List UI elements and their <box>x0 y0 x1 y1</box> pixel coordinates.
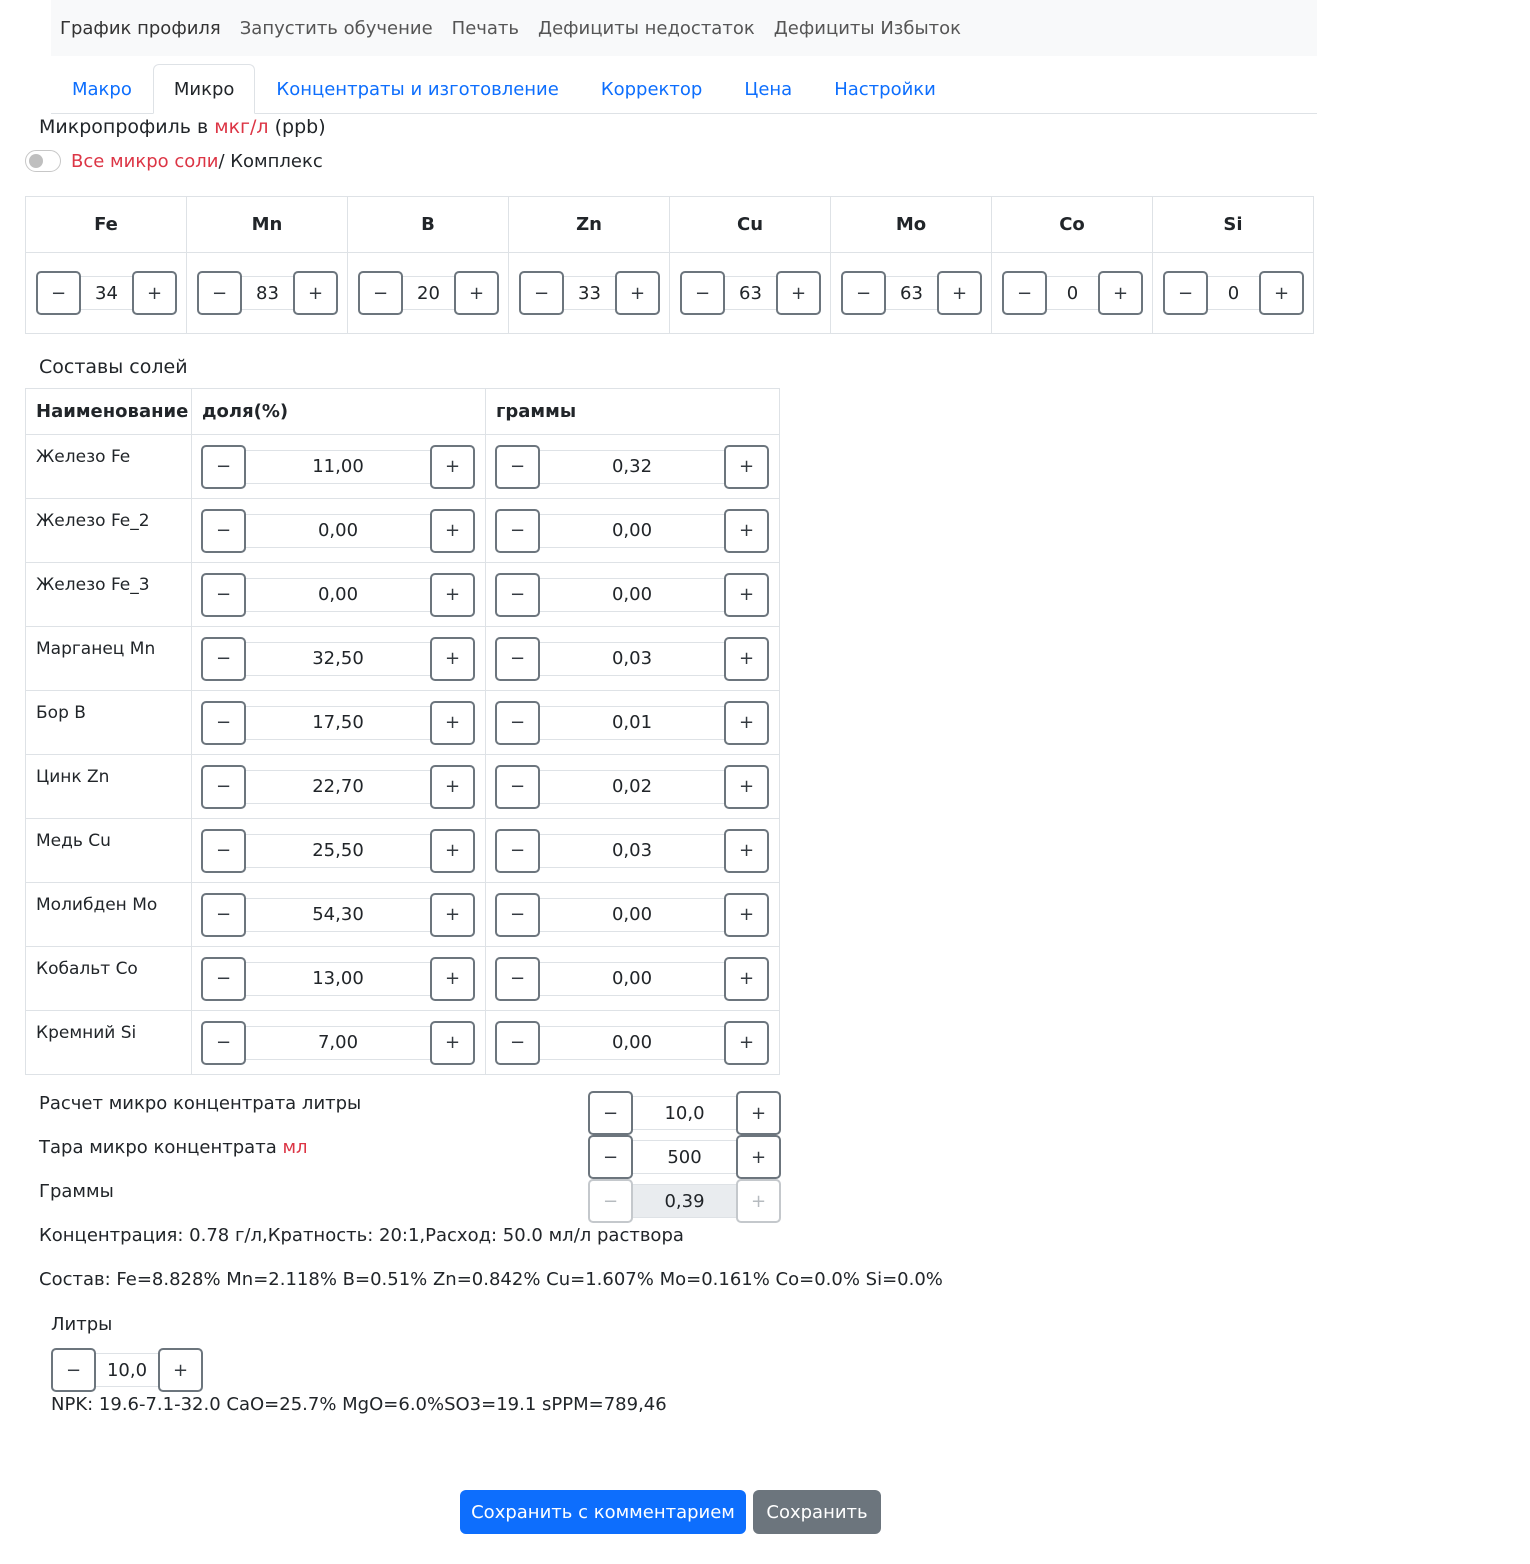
mn-stepper <box>197 271 347 315</box>
concentrate-liters-input[interactable]: 10,0 <box>633 1096 736 1130</box>
zn-input[interactable]: 33 <box>564 276 615 310</box>
tab-corrector[interactable]: Корректор <box>600 78 703 100</box>
grams-input[interactable]: 0,00 <box>540 898 724 932</box>
increment-button[interactable]: + <box>724 829 769 873</box>
table-row <box>26 755 780 819</box>
grams-stepper-disabled <box>588 1179 781 1223</box>
salt-name: Железо Fe_2 <box>26 499 192 563</box>
micro-elements-table <box>25 196 1314 334</box>
salt-name: Железо Fe_3 <box>26 563 192 627</box>
share-stepper <box>201 765 485 809</box>
grams-stepper <box>495 893 779 937</box>
co-input[interactable]: 0 <box>1047 276 1098 310</box>
decrement-button[interactable]: − <box>841 271 886 315</box>
decrement-button[interactable]: − <box>51 1348 96 1392</box>
decrement-button[interactable]: − <box>358 271 403 315</box>
save-button[interactable]: Сохранить <box>753 1490 881 1534</box>
grams-stepper <box>495 445 779 489</box>
decrement-button[interactable]: − <box>495 573 540 617</box>
grams-input[interactable]: 0,03 <box>540 642 724 676</box>
share-input[interactable]: 17,50 <box>246 706 430 740</box>
cu-stepper <box>680 271 830 315</box>
decrement-button[interactable]: − <box>201 445 246 489</box>
increment-button[interactable]: + <box>293 271 338 315</box>
liters-input[interactable]: 10,0 <box>96 1353 158 1387</box>
micro-profile-title <box>39 116 326 138</box>
increment-button[interactable]: + <box>454 271 499 315</box>
element-header: Fe <box>26 197 187 253</box>
share-input[interactable]: 0,00 <box>246 514 430 548</box>
container-unit: мл <box>282 1137 308 1158</box>
grams-stepper <box>495 957 779 1001</box>
share-input[interactable]: 54,30 <box>246 898 430 932</box>
increment-button[interactable]: + <box>430 957 475 1001</box>
nav-profile-chart[interactable]: График профиля <box>60 17 221 39</box>
share-stepper <box>201 957 485 1001</box>
tab-macro[interactable]: Макро <box>72 78 132 100</box>
decrement-button[interactable]: − <box>201 829 246 873</box>
table-row <box>26 1011 780 1075</box>
decrement-button[interactable]: − <box>495 957 540 1001</box>
tab-price[interactable]: Цена <box>744 78 793 100</box>
share-stepper <box>201 509 485 553</box>
grams-label: Граммы <box>39 1181 114 1202</box>
increment-button[interactable]: + <box>724 957 769 1001</box>
decrement-button[interactable]: − <box>1002 271 1047 315</box>
increment-button[interactable]: + <box>430 445 475 489</box>
increment-button[interactable]: + <box>736 1135 781 1179</box>
increment-button[interactable]: + <box>724 701 769 745</box>
decrement-button[interactable]: − <box>495 637 540 681</box>
grams-input[interactable]: 0,00 <box>540 962 724 996</box>
increment-button[interactable]: + <box>430 701 475 745</box>
si-stepper <box>1163 271 1313 315</box>
decrement-button[interactable]: − <box>495 509 540 553</box>
zn-stepper <box>519 271 669 315</box>
salt-name: Бор B <box>26 691 192 755</box>
decrement-button[interactable]: − <box>680 271 725 315</box>
increment-button[interactable]: + <box>724 893 769 937</box>
decrement-button[interactable]: − <box>495 765 540 809</box>
table-row <box>26 883 780 947</box>
salt-name: Марганец Mn <box>26 627 192 691</box>
increment-button[interactable]: + <box>724 445 769 489</box>
increment-button[interactable]: + <box>724 573 769 617</box>
mn-input[interactable]: 83 <box>242 276 293 310</box>
share-input[interactable]: 13,00 <box>246 962 430 996</box>
grams-stepper <box>495 765 779 809</box>
share-stepper <box>201 637 485 681</box>
concentrate-liters-label: Расчет микро концентрата литры <box>39 1093 362 1114</box>
grams-input[interactable]: 0,32 <box>540 450 724 484</box>
micro-title-suffix: (ppb) <box>268 116 326 138</box>
share-input[interactable]: 0,00 <box>246 578 430 612</box>
decrement-button[interactable]: − <box>201 637 246 681</box>
decrement-button[interactable]: − <box>201 893 246 937</box>
share-input[interactable]: 25,50 <box>246 834 430 868</box>
save-with-comment-button[interactable]: Сохранить с комментарием <box>460 1490 746 1534</box>
concentrate-liters-stepper <box>588 1091 781 1135</box>
increment-button[interactable]: + <box>132 271 177 315</box>
increment-button[interactable]: + <box>724 509 769 553</box>
increment-button[interactable]: + <box>1259 271 1304 315</box>
salt-name: Кобальт Co <box>26 947 192 1011</box>
increment-button[interactable]: + <box>430 765 475 809</box>
element-header: B <box>348 197 509 253</box>
share-stepper <box>201 893 485 937</box>
share-input[interactable]: 11,00 <box>246 450 430 484</box>
share-stepper <box>201 1021 485 1065</box>
grams-input[interactable]: 0,03 <box>540 834 724 868</box>
nav-deficit-shortage[interactable]: Дефициты недостаток <box>538 17 755 39</box>
decrement-button[interactable]: − <box>495 701 540 745</box>
element-header: Cu <box>670 197 831 253</box>
increment-button[interactable]: + <box>615 271 660 315</box>
increment-button[interactable]: + <box>724 1021 769 1065</box>
share-stepper <box>201 701 485 745</box>
share-input[interactable]: 22,70 <box>246 770 430 804</box>
decrement-button[interactable]: − <box>495 893 540 937</box>
element-header: Co <box>992 197 1153 253</box>
increment-button[interactable]: + <box>937 271 982 315</box>
increment-button[interactable]: + <box>430 1021 475 1065</box>
container-stepper <box>588 1135 781 1179</box>
complex-label: / Комплекс <box>218 150 323 172</box>
table-row <box>26 435 780 499</box>
element-header: Si <box>1153 197 1314 253</box>
increment-button[interactable]: + <box>724 637 769 681</box>
table-row <box>26 947 780 1011</box>
decrement-button[interactable]: − <box>1163 271 1208 315</box>
decrement-button[interactable]: − <box>201 509 246 553</box>
grams-input[interactable]: 0,02 <box>540 770 724 804</box>
grams-stepper <box>495 829 779 873</box>
mo-input[interactable]: 63 <box>886 276 937 310</box>
salts-mode-toggle[interactable] <box>25 150 61 172</box>
nav-start-training[interactable]: Запустить обучение <box>239 17 433 39</box>
b-input[interactable]: 20 <box>403 276 454 310</box>
salts-table <box>25 388 780 1075</box>
grams-stepper <box>495 509 779 553</box>
salt-name: Молибден Mo <box>26 883 192 947</box>
element-header: Mn <box>187 197 348 253</box>
increment-button[interactable]: + <box>736 1091 781 1135</box>
b-stepper <box>358 271 508 315</box>
nav-deficit-excess[interactable]: Дефициты Избыток <box>773 17 962 39</box>
decrement-button[interactable]: − <box>588 1135 633 1179</box>
fe-input[interactable]: 34 <box>81 276 132 310</box>
nav-print[interactable]: Печать <box>451 17 520 39</box>
share-stepper <box>201 829 485 873</box>
share-input[interactable]: 7,00 <box>246 1026 430 1060</box>
co-stepper <box>1002 271 1152 315</box>
increment-button[interactable]: + <box>430 573 475 617</box>
top-nav <box>51 0 1317 56</box>
grams-stepper <box>495 1021 779 1065</box>
micro-title-unit: мкг/л <box>214 116 269 138</box>
decrement-button[interactable]: − <box>201 957 246 1001</box>
salts-header-name: Наименование <box>26 389 192 435</box>
increment-button[interactable]: + <box>430 509 475 553</box>
share-input[interactable]: 32,50 <box>246 642 430 676</box>
salts-mode-switch-row <box>25 150 323 172</box>
container-input[interactable]: 500 <box>633 1140 736 1174</box>
element-header: Zn <box>509 197 670 253</box>
increment-button[interactable]: + <box>724 765 769 809</box>
container-label <box>39 1137 308 1158</box>
table-row <box>26 627 780 691</box>
increment-button[interactable]: + <box>430 829 475 873</box>
salts-header-share: доля(%) <box>192 389 486 435</box>
all-micro-salts-label: Все микро соли <box>71 150 219 172</box>
share-stepper <box>201 573 485 617</box>
container-label-text: Тара микро концентрата <box>39 1137 283 1158</box>
micro-title-prefix: Микропрофиль в <box>39 116 215 138</box>
salts-title: Составы солей <box>39 356 188 378</box>
salt-name: Цинк Zn <box>26 755 192 819</box>
table-row <box>26 563 780 627</box>
increment-button[interactable]: + <box>430 893 475 937</box>
grams-input[interactable]: 0,01 <box>540 706 724 740</box>
decrement-button[interactable]: − <box>36 271 81 315</box>
grams-input[interactable]: 0,00 <box>540 578 724 612</box>
grams-stepper <box>495 573 779 617</box>
decrement-button[interactable]: − <box>197 271 242 315</box>
salt-name: Кремний Si <box>26 1011 192 1075</box>
decrement-button[interactable]: − <box>495 445 540 489</box>
increment-button[interactable]: + <box>776 271 821 315</box>
decrement-button[interactable]: − <box>201 701 246 745</box>
tab-settings[interactable]: Настройки <box>834 78 936 100</box>
decrement-button[interactable]: − <box>588 1091 633 1135</box>
salts-header-grams: граммы <box>486 389 780 435</box>
table-row <box>26 499 780 563</box>
toggle-knob <box>29 154 43 168</box>
grams-input[interactable]: 0,00 <box>540 1026 724 1060</box>
element-header: Mo <box>831 197 992 253</box>
composition-info: Состав: Fe=8.828% Mn=2.118% B=0.51% Zn=0.842% Cu=1.607% Mo=0.161% Co=0.0% Si=0.0% <box>39 1269 943 1290</box>
decrement-button[interactable]: − <box>201 765 246 809</box>
share-stepper <box>201 445 485 489</box>
tab-micro[interactable]: Микро <box>153 64 256 114</box>
liters-stepper <box>51 1348 203 1392</box>
tab-bar <box>51 64 1317 114</box>
decrement-button[interactable]: − <box>201 1021 246 1065</box>
tab-concentrates[interactable]: Концентраты и изготовление <box>276 78 559 100</box>
cu-input[interactable]: 63 <box>725 276 776 310</box>
liters-label: Литры <box>51 1314 113 1335</box>
decrement-button: − <box>588 1179 633 1223</box>
increment-button[interactable]: + <box>430 637 475 681</box>
grams-stepper <box>495 701 779 745</box>
fe-stepper <box>36 271 186 315</box>
npk-summary: NPK: 19.6-7.1-32.0 CaO=25.7% MgO=6.0%SO3=19.1 sPPM=789,46 <box>51 1394 667 1415</box>
table-row <box>26 691 780 755</box>
salt-name: Медь Cu <box>26 819 192 883</box>
decrement-button[interactable]: − <box>201 573 246 617</box>
grams-readonly-value: 0,39 <box>633 1184 736 1218</box>
decrement-button[interactable]: − <box>519 271 564 315</box>
si-input[interactable]: 0 <box>1208 276 1259 310</box>
grams-stepper <box>495 637 779 681</box>
increment-button[interactable]: + <box>1098 271 1143 315</box>
salt-name: Железо Fe <box>26 435 192 499</box>
concentration-info: Концентрация: 0.78 г/л,Кратность: 20:1,Расход: 50.0 мл/л раствора <box>39 1225 684 1246</box>
increment-button: + <box>736 1179 781 1223</box>
increment-button[interactable]: + <box>158 1348 203 1392</box>
mo-stepper <box>841 271 991 315</box>
table-row <box>26 819 780 883</box>
decrement-button[interactable]: − <box>495 829 540 873</box>
decrement-button[interactable]: − <box>495 1021 540 1065</box>
grams-input[interactable]: 0,00 <box>540 514 724 548</box>
